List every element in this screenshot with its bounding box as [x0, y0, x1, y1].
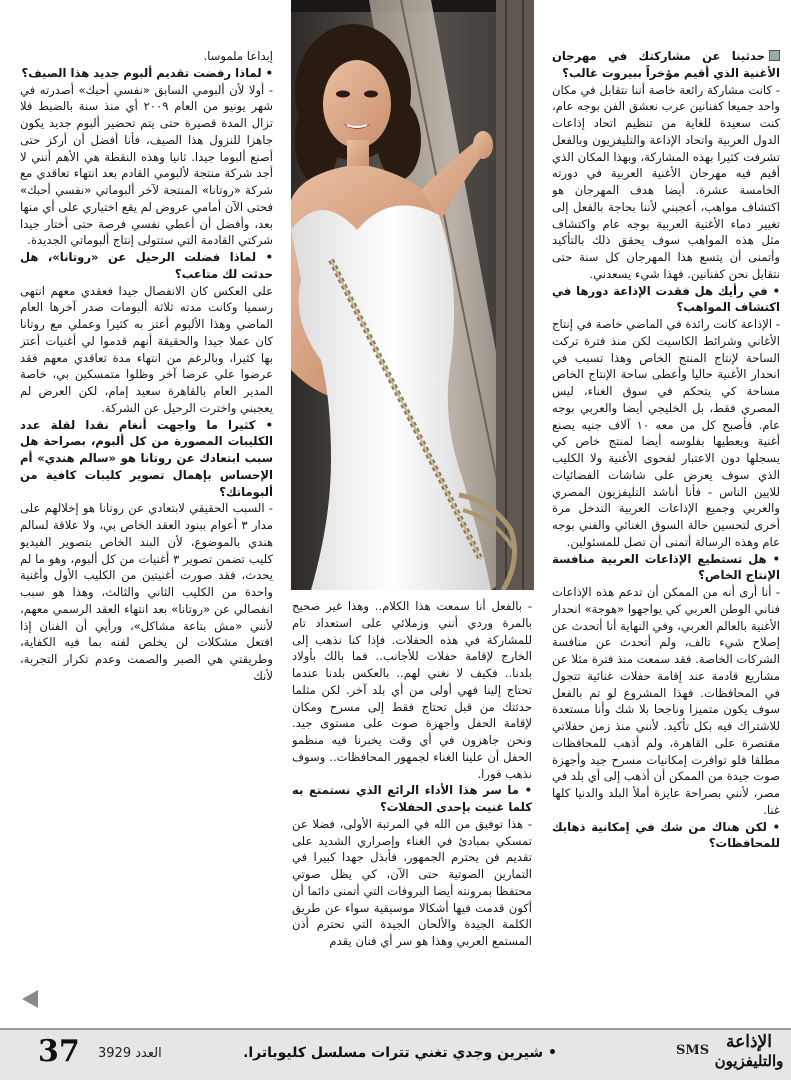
- question-paragraph: • هل تستطيع الإذاعات العربية منافسة الإنتاج الخاص؟: [552, 551, 780, 583]
- singer-photo-illustration: [291, 0, 534, 590]
- question-paragraph: • ما سر هذا الأداء الرائع الذي نستمتع به كلما غنيت بإحدى الحفلات؟: [292, 783, 532, 814]
- sms-logo: SMS: [676, 1043, 710, 1058]
- footer-divider: [0, 1028, 791, 1030]
- magazine-logo-line2: والتليفزيون: [714, 1052, 784, 1070]
- article-column-left: [20, 48, 273, 1048]
- issue-number: العدد 3929: [98, 1046, 162, 1061]
- answer-paragraph: - كانت مشاركة رائعة خاصة أننا نتقابل في مكان واحد جميعا كفنانين عرب نعشق الفن بوجه عام، كنت سعيدة للغاية من تنظيم اتحاد إذاعات الدول العربية واتحاد الإذاعة والتليفزيون وبالفعل تشرفت كثيرا بهذه المشاركة، وبهذا المكان الذي أقيم فيه مهرجان الأغنية العربية في دورته الخامسة عشرة. أيضا هدف المهرجان هو اكتشاف مواهب، أعجبني لأننا بحاجة بالفعل إلى تغيير دماء الأغنية العربية بوجه عام واكتشاف مثل هذه المواهب سوف يحقق ذلك بالتأكيد وأتمنى أن يتسع هذا المهرجان كل سنة حتى نتقابل نحن كفنانين. فهذا شيء يسعدني.: [552, 82, 780, 281]
- answer-paragraph: - هذا توفيق من الله في المرتبة الأولى، فضلا عن تمسكي بمبادئ في الغناء وإصراري الشديد على تقديم فن يحترم الجمهور، فأبذل جهدا كبيرا في التمارين الصوتية حتى الآن، كي يظل صوتي محتفظا بمرونته أيضا البروفات التي أتمنى دائما أن أكون قدمت فيها أشكالا موسيقية سواء عن طريق الكلمة الجيدة والألحان الجيدة التي تحترم أذن المستمع العربي وهذا هو سر أي فنان يقدم: [292, 816, 532, 948]
- article-column-middle: [292, 598, 532, 1000]
- paragraph-text: حدثينا عن مشاركتك في مهرجان الأغنية الذي أقيم مؤخراً ببيروت غالب؟: [552, 49, 780, 80]
- continue-arrow-icon: [22, 990, 38, 1008]
- answer-paragraph: - أنا أرى أنه من الممكن أن تدعم هذه الإذاعات فناني الوطن العربي كي يواجهوا «هوجة» انحدار الأغنية بالعالم العربي، وفي النهاية أنا أتحدث عن إصلاح شيء تالف، ولم أتحدث عن منافسة الشركات الخاصة. فقد سمعت منذ فترة مثلا عن مشاريع قادمة عند إقامة حفلات غنائية تتجول في المحافظات. فهذا المشروع لو تم بالفعل سوف يكون متميزا وناجحا بلا شك وأنا مستعدة للاشتراك فيه بكل تأكيد. لأنني منذ زمن حفلاتي مقتصرة على القاهرة، ولم أذهب للمحافظات مطلقا فلو توافرت إمكانيات مسرح جيد وأجهزة صوت جيدة من الممكن أن أذهب إلى أي بلد في مصر، لأنني بصراحة عايزة أملأ البلد والدنيا كلها غنا.: [552, 585, 780, 817]
- answer-paragraph: على العكس كان الانفصال جيدا فعقدي معهم انتهى رسميا وكانت مدته ثلاثة ألبومات صدر آخرها العام الماضي وهذا الألبوم أعتز به كثيرا وعملي مع روتانا كان عملا جيدا والحقيقة أنهم قدموا لي أغنيات أعتز بها كثيرا، وبالرغم من انتهاء مدة تعاقدي معهم فقد عرضوا علي عرضا آخر وظلوا متمسكين بي، خاصة المدير العام بالقاهرة سعيد إمام، لكن العرض لم يعجبني واخترت الرحيل عن الشركة.: [20, 283, 273, 415]
- magazine-logo-line1: الإذاعة: [726, 1032, 772, 1052]
- answer-paragraph: - السبب الحقيقي لابتعادي عن روتانا هو إخلالهم على مدار ٣ أعوام ببنود العقد الخاص بي، ولا علاقة لسالم هندي بالموضوع، لأن البند الخاص بتصوير الفيديو كليب تضمن تصوير ٣ أغنيات من كل ألبوم، وهو ما لم يحدث، فقد صورت أغنيتين من الكليب الأول وأغنية واحدة من الكليب الثاني والثالث، وهذا هو سبب انفصالي عن «روتانا» بعد انتهاء العقد الرسمي معهم، لأنني «مش بتاعة مشاكل»، ورأيي أن الفنان إذا افتعل مشكلات لن يخلص لفنه بما فيه الكفاية، وطريقتي هي الصبر والصمت وعدم تكرار التجربة، لأنك: [20, 501, 273, 683]
- answer-paragraph: - أولا لأن ألبومي السابق «نفسي أحبك» أصدرته في شهر يونيو من العام ٢٠٠٩ أي منذ سنة بالضبط فلا تزال المدة قصيرة حتى يتم تحضير ألبوم جديد يكون جاهزا للنزول هذا الصيف، فأنا أفضل أن أركز حتى أصنع ألبوما جيدا. ثانيا وهذه النقطة هي الأهم أنني لا أجد شركة منتجة لألبومي القادم بعد انتهاء تعاقدي مع شركة «روتانا» المنتجة لآخر ألبوماتي «نفسي أحبك» فحتى الآن أمامي عروض لم يقع اختياري على أي منها بعد، وأفضل أن أعطي نفسي فرصة حتى أختار جيدا شركتي القادمة التي ستتولى إنتاج ألبوماتي الجديدة.: [20, 82, 273, 248]
- question-paragraph: • لكن هناك من شك في إمكانية ذهابك للمحافظات؟: [552, 819, 780, 851]
- question-paragraph: • لماذا رفضت تقديم ألبوم جديد هذا الصيف؟: [21, 65, 273, 80]
- question-paragraph: • في رأيك هل فقدت الإذاعة دورها في اكتشاف المواهب؟: [552, 283, 780, 315]
- page-footer: [0, 1028, 791, 1080]
- answer-paragraph: إبداعا ملموسا.: [203, 49, 273, 63]
- footer-headline: • شيرين وجدي تغني تترات مسلسل كليوباترا.: [243, 1045, 557, 1061]
- question-paragraph: • كثيرا ما واجهت أنغام نقدا لقلة عدد الكليبات المصورة من كل ألبوم، بصراحة هل سبب ابتعادك عن روتانا هو «سالم هندي» أم الإحساس بإهمال تصوير كليبات كافية من ألبوماتك؟: [20, 417, 273, 499]
- page-number: 37: [38, 1034, 80, 1069]
- question-paragraph: [552, 48, 780, 82]
- answer-paragraph: - الإذاعة كانت رائدة في الماضي خاصة في إنتاج الأغاني وشرائط الكاسيت لكن منذ فترة تركت الساحة لإنتاج المنتج الخاص وهذا تسبب في انحدار الأغنية حاليا وأعطى ساحة الإنتاج الخاص مساحة كي يتحكم في سوق الغناء، ليس المصري فقط، بل الخليجي أيضا والعربي بوجه عام. فأصبح كل من معه ١٠ آلاف جنيه يصنع أغنية ويعطيها بفلوسه أيضا لمنتج خاص كي يسجلها دون الاعتبار لفحوى الأغنية ولا الكليب الذي سوف يعرض على شاشات الفضائيات للايين الناس - فأنا أناشد التليفزيون المصري والعربي وجميع الإذاعات العربية التدخل مرة أخرى لتحسين حالة السوق الغنائي والفني بوجه عام وهذه الرسالة أتمنى أن تصل للمسئولين.: [552, 317, 780, 549]
- square-bullet-icon: [769, 50, 780, 61]
- article-column-right: [552, 48, 780, 1048]
- question-paragraph: • لماذا فضلت الرحيل عن «روتانا»، هل حدثت لك متاعب؟: [20, 250, 273, 281]
- magazine-logo: [712, 1032, 786, 1070]
- singer-photo: [291, 0, 534, 590]
- answer-paragraph: - بالفعل أنا سمعت هذا الكلام.. وهذا غير صحيح بالمرة وردي أنني وزملائي على استعداد تام للمشاركة في هذه الحفلات. فإذا كنا نذهب إلى الخارج لإقامة حفلات للأجانب.. فما بالك بأولاد بلدنا.. فكيف لا نغني لهم.. بالعكس بلدنا عندما تحتاج إلينا فهي أولى من أي بلد آخر. لكن مثلما حدثتك من قبل تحتاج فقط إلى مسرح ومكان لإقامة الحفل وأجهزة صوت على مستوى جيد. ونحن جاهزون في أي وقت يخبرنا فيه منظمو الحفل أن علينا الغناء لجمهور المحافظات.. وسوف نذهب فورا.: [292, 599, 532, 781]
